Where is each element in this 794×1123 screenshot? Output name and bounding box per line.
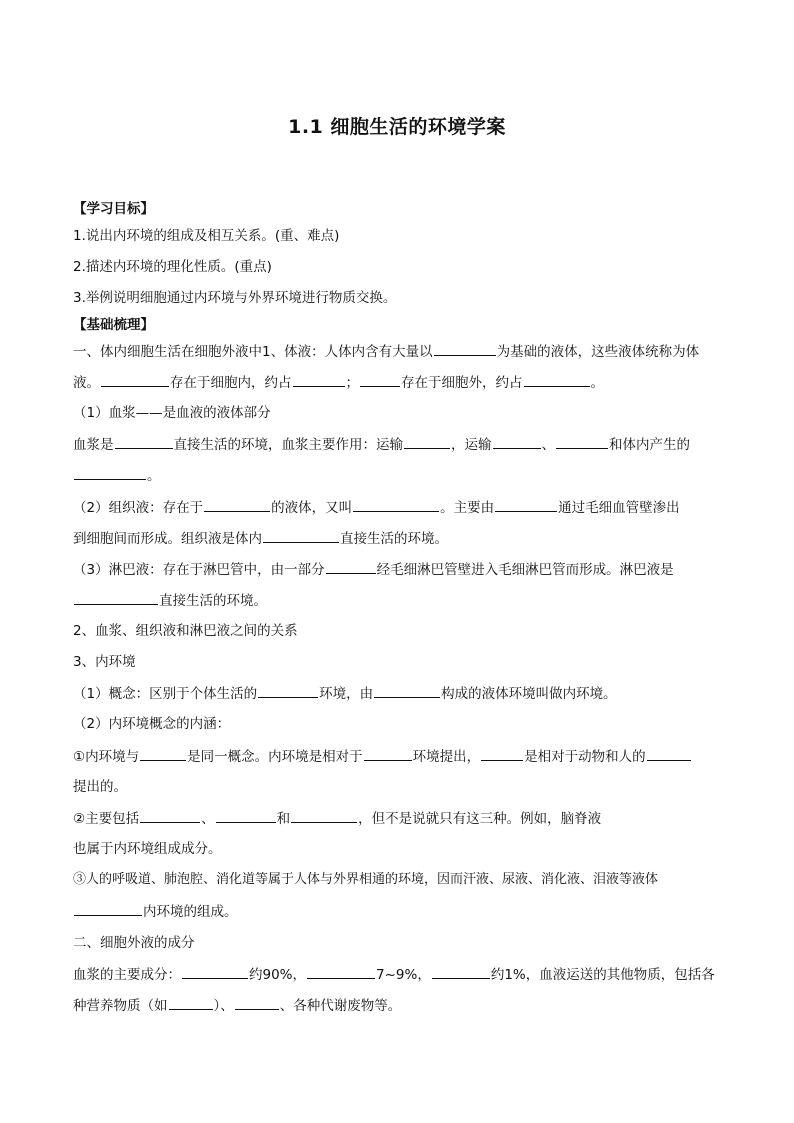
fill-blank[interactable] — [353, 497, 439, 512]
fill-blank[interactable] — [204, 497, 270, 512]
paragraph-body-fluid-cont — [73, 372, 723, 393]
text: （2）组织液：存在于 — [73, 500, 204, 516]
paragraph-connotation-2 — [73, 808, 723, 829]
paragraph-body-fluid — [73, 341, 723, 362]
text: 、 — [201, 811, 215, 827]
section-heading-objectives: 【学习目标】 — [73, 201, 154, 217]
objective-item: 1.说出内环境的组成及相互关系。(重、难点) — [73, 228, 340, 244]
text: 到细胞间而形成。组织液是体内 — [73, 531, 262, 547]
text: 约1%，血液运送的其他物质，包括各 — [490, 967, 715, 983]
paragraph-plasma-cont — [73, 465, 723, 486]
paragraph-concept — [73, 683, 723, 704]
text: 是相对于动物和人的 — [524, 749, 646, 765]
fill-blank[interactable] — [326, 559, 376, 574]
text: 直接生活的环境，血浆主要作用：运输 — [173, 437, 403, 453]
text: ，但不是说就只有这三种。例如，脑脊液 — [358, 811, 602, 827]
inner-env-heading: 3、内环境 — [73, 654, 136, 670]
fill-blank[interactable] — [182, 964, 248, 979]
fill-blank[interactable] — [404, 434, 450, 449]
connotation-heading: （2）内环境概念的内涵： — [73, 716, 231, 732]
text: 直接生活的环境。 — [340, 531, 448, 547]
fill-blank[interactable] — [291, 808, 357, 823]
fill-blank[interactable] — [360, 372, 400, 387]
text: 液。 — [73, 375, 100, 391]
text: 。 — [147, 468, 161, 484]
text: 。主要由 — [440, 500, 495, 516]
objective-item: 2.描述内环境的理化性质。(重点) — [73, 259, 272, 275]
section-heading-basics: 【基础梳理】 — [73, 317, 154, 333]
text: 存在于细胞外，约占 — [401, 375, 523, 391]
text: 是同一概念。内环境是相对于 — [187, 749, 363, 765]
text: 通过毛细血管壁渗出 — [558, 500, 680, 516]
paragraph-connotation-1 — [73, 746, 723, 767]
text: 、 — [541, 437, 555, 453]
paragraph-tissue-fluid — [73, 497, 723, 518]
fill-blank[interactable] — [495, 497, 557, 512]
extracellular-heading: 二、细胞外液的成分 — [73, 935, 195, 951]
text: 直接生活的环境。 — [159, 593, 267, 609]
fill-blank[interactable] — [493, 434, 541, 449]
fill-blank[interactable] — [364, 746, 412, 761]
text: 构成的液体环境叫做内环境。 — [441, 686, 617, 702]
fill-blank[interactable] — [169, 995, 213, 1010]
fill-blank[interactable] — [524, 372, 590, 387]
fill-blank[interactable] — [434, 341, 496, 356]
paragraph-plasma-components — [73, 964, 723, 985]
fill-blank[interactable] — [307, 964, 375, 979]
fill-blank[interactable] — [115, 434, 173, 449]
fill-blank[interactable] — [293, 372, 345, 387]
paragraph-connotation-3-cont — [73, 901, 723, 922]
text: 。 — [590, 375, 604, 391]
fill-blank[interactable] — [74, 465, 146, 480]
paragraph-lymph-cont — [73, 590, 723, 611]
fill-blank[interactable] — [556, 434, 608, 449]
paragraph-plasma — [73, 434, 723, 455]
text: 种营养物质（如 — [73, 998, 168, 1014]
fill-blank[interactable] — [481, 746, 523, 761]
text: 血浆是 — [73, 437, 114, 453]
text: 经毛细淋巴管壁进入毛细淋巴管而形成。淋巴液是 — [376, 562, 674, 578]
text: 环境提出， — [412, 749, 481, 765]
text: 一、体内细胞生活在细胞外液中1、体液：人体内含有大量以 — [73, 344, 433, 360]
text: ）、 — [213, 998, 234, 1014]
fill-blank[interactable] — [101, 372, 169, 387]
fill-blank[interactable] — [216, 808, 276, 823]
fill-blank[interactable] — [140, 808, 200, 823]
fill-blank[interactable] — [74, 901, 142, 916]
text: 约90%， — [249, 967, 307, 983]
fill-blank[interactable] — [647, 746, 691, 761]
text: 为基础的液体，这些液体统称为体 — [496, 344, 700, 360]
fill-blank[interactable] — [432, 964, 490, 979]
text: （3）淋巴液：存在于淋巴管中，由一部分 — [73, 562, 325, 578]
paragraph-lymph — [73, 559, 723, 580]
text: 7~9%， — [376, 967, 431, 983]
text: 、各种代谢废物等。 — [279, 998, 402, 1014]
paragraph-connotation-1-cont: 提出的。 — [73, 779, 127, 795]
fill-blank[interactable] — [263, 528, 339, 543]
fill-blank[interactable] — [140, 746, 186, 761]
fill-blank[interactable] — [258, 683, 318, 698]
text: 内环境的组成。 — [143, 904, 238, 920]
relationship-heading: 2、血浆、组织液和淋巴液之间的关系 — [73, 623, 298, 639]
fill-blank[interactable] — [74, 590, 158, 605]
page-title: 1.1 细胞生活的环境学案 — [288, 116, 506, 138]
text: ，运输 — [451, 437, 492, 453]
paragraph-connotation-2-cont: 也属于内环境组成成分。 — [73, 841, 222, 857]
text: ②主要包括 — [73, 811, 140, 827]
text: 存在于细胞内，约占 — [170, 375, 292, 391]
text: 和体内产生的 — [609, 437, 690, 453]
text: 和 — [276, 811, 291, 827]
text: （1）概念：区别于个体生活的 — [73, 686, 258, 702]
text: 环境，由 — [319, 686, 374, 702]
text: 血浆的主要成分： — [73, 967, 181, 983]
text: ①内环境与 — [73, 749, 140, 765]
paragraph-tissue-fluid-cont — [73, 528, 723, 549]
paragraph-plasma-components-cont — [73, 995, 723, 1016]
plasma-heading: （1）血浆——是血液的液体部分 — [73, 405, 271, 421]
text: ； — [345, 375, 359, 391]
paragraph-connotation-3: ③人的呼吸道、肺泡腔、消化道等属于人体与外界相通的环境，因而汗液、尿液、消化液、泪液等液体 — [73, 872, 659, 887]
fill-blank[interactable] — [374, 683, 440, 698]
fill-blank[interactable] — [235, 995, 279, 1010]
objective-item: 3.举例说明细胞通过内环境与外界环境进行物质交换。 — [73, 290, 397, 306]
text: 的液体，又叫 — [271, 500, 353, 516]
